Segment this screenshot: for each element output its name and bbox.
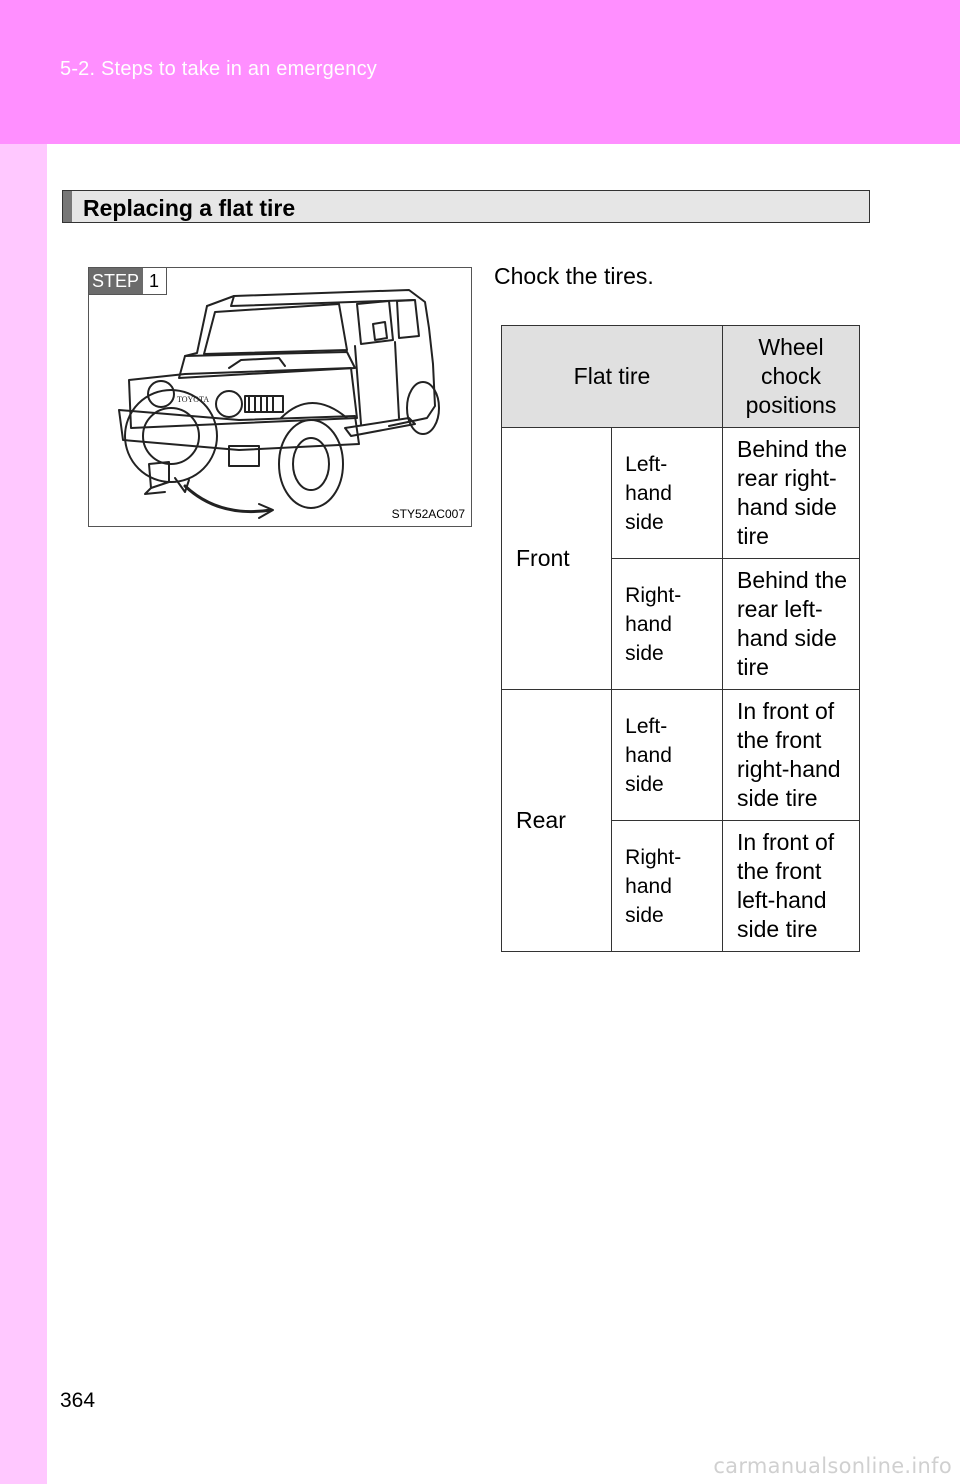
side-cell <box>612 559 723 690</box>
chock-label: In front of the front right-hand side tire <box>737 698 841 811</box>
header-chock-positions <box>723 326 860 428</box>
page-number: 364 <box>60 1389 96 1412</box>
step-number: 1 <box>143 268 166 294</box>
toyota-logo: TOYOTA <box>177 395 210 404</box>
table-row <box>502 690 860 821</box>
step-word: STEP <box>89 268 143 294</box>
header-chock-positions-label: Wheel chock positions <box>745 334 837 418</box>
position-front: Front <box>502 428 612 690</box>
chock-label: Behind the rear right-hand side tire <box>737 436 847 549</box>
instruction-text: Chock the tires. <box>494 263 654 289</box>
figure-code: STY52AC007 <box>391 507 465 521</box>
chock-cell <box>723 428 860 559</box>
side-label: Left-hand side <box>625 714 672 796</box>
section-path: 5-2. Steps to take in an emergency <box>60 58 377 80</box>
position-rear: Rear <box>502 690 612 952</box>
suv-illustration <box>89 268 471 526</box>
chock-cell <box>723 690 860 821</box>
side-band <box>0 144 47 1484</box>
side-cell <box>612 690 723 821</box>
table-header-row <box>502 326 860 428</box>
header-flat-tire: Flat tire <box>502 326 723 428</box>
side-label: Right-hand side <box>625 583 682 665</box>
wheel-chock-table <box>501 325 860 952</box>
side-cell <box>612 821 723 952</box>
chock-cell <box>723 559 860 690</box>
chock-cell <box>723 821 860 952</box>
step-figure <box>88 267 472 527</box>
chock-label: In front of the front left-hand side tire <box>737 829 835 942</box>
section-marker <box>63 191 72 222</box>
section-title: Replacing a flat tire <box>83 195 296 221</box>
side-cell <box>612 428 723 559</box>
chock-label: Behind the rear left-hand side tire <box>737 567 847 680</box>
watermark: carmanualsonline.info <box>713 1454 952 1478</box>
side-label: Right-hand side <box>625 845 682 927</box>
side-label: Left-hand side <box>625 452 672 534</box>
section-title-bar <box>62 190 870 223</box>
table-row <box>502 428 860 559</box>
